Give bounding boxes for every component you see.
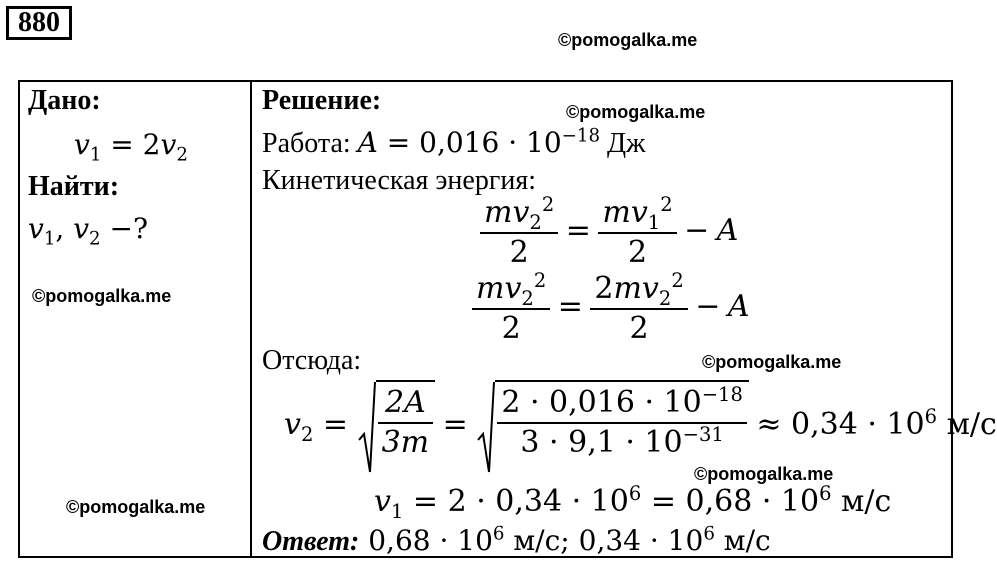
velocity-1-equation: $v_1 = 2 \cdot 0,34 \cdot 10^6 = 0,68 \cdot 10^6$ м/с: [374, 482, 892, 523]
problem-number: 880: [6, 6, 72, 40]
solution-heading: Решение:: [262, 85, 382, 116]
kinetic-equation-2: $\frac{mv_2^2}{2}$ = $\frac{2mv_2^2}{2}$ − A: [472, 270, 750, 348]
kinetic-label: Кинетическая энергия:: [262, 165, 536, 196]
watermark: ©pomogalka.me: [558, 30, 698, 50]
work-line: Работа: $A = 0,016 \cdot 10^{-18}$ Дж: [262, 125, 646, 159]
watermark: ©pomogalka.me: [66, 497, 206, 517]
watermark: ©pomogalka.me: [694, 464, 834, 484]
column-divider: [250, 80, 252, 558]
hence-label: Отсюда:: [262, 345, 362, 376]
given-condition: $v_1 = 2v_2$: [74, 128, 188, 166]
watermark: ©pomogalka.me: [702, 352, 842, 372]
given-heading: Дано:: [28, 85, 101, 116]
watermark: ©pomogalka.me: [566, 102, 706, 122]
answer-line: Ответ: $0,68 \cdot 10^6$ м/с; $0,34 \cdot 10^6$ м/с: [262, 523, 771, 557]
find-heading: Найти:: [28, 171, 120, 202]
find-unknowns: $v_1$, $v_2$ −?: [28, 212, 148, 250]
square-root-1: $\frac{2A}{3m}$: [358, 380, 436, 474]
watermark: ©pomogalka.me: [32, 286, 172, 306]
velocity-2-equation: $v_2$ = $\frac{2A}{3m}$ = $\frac{2 \cdot 0,016 \cdot 10^{-18}}{3 \cdot 9,1 \cdot 10^{-31}}$ ≈ $0,34 \cdot 10^6$ м/с: [284, 380, 997, 474]
kinetic-equation-1: $\frac{mv_2^2}{2}$ = $\frac{mv_1^2}{2}$ − A: [480, 194, 738, 272]
square-root-2: $\frac{2 \cdot 0,016 \cdot 10^{-18}}{3 \cdot 9,1 \cdot 10^{-31}}$: [477, 380, 749, 474]
